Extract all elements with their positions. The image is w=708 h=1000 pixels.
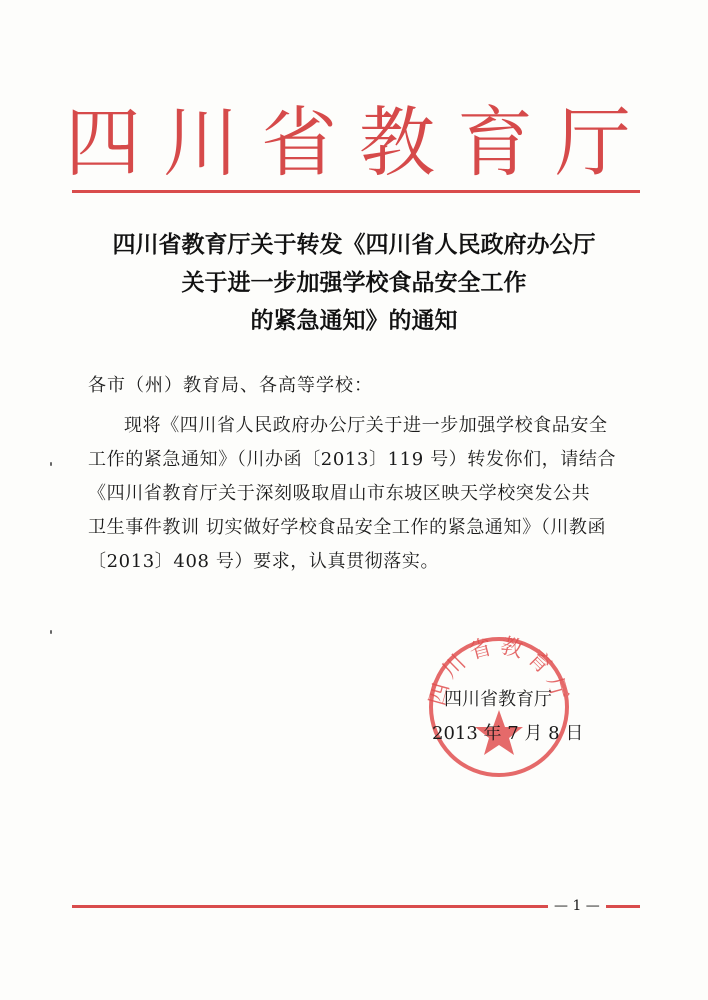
body-paragraph — [88, 409, 648, 579]
scan-speck — [50, 630, 52, 634]
document-title-line-2: 关于进一步加强学校食品安全工作 — [181, 269, 527, 296]
document-title-line-3: 的紧急通知》的通知 — [250, 307, 458, 334]
body-line-1: 现将《四川省人民政府办公厅关于进一步加强学校食品安全 — [124, 415, 608, 436]
document-title-line-1: 四川省教育厅关于转发《四川省人民政府办公厅 — [112, 231, 596, 258]
scan-speck — [50, 462, 52, 466]
body-line-5: 〔2013〕408 号）要求，认真贯彻落实。 — [88, 551, 440, 572]
page-number: — 1 — — [548, 897, 606, 915]
issuer-signature: 四川省教育厅 — [444, 689, 552, 710]
body-line-4: 卫生事件教训 切实做好学校食品安全工作的紧急通知》（川教函 — [88, 517, 607, 538]
body-line-3: 《四川省教育厅关于深刻吸取眉山市东坡区映天学校突发公共 — [88, 483, 591, 504]
letterhead-red-rule — [72, 190, 640, 193]
body-line-2: 工作的紧急通知》（川办函〔2013〕119 号）转发你们，请结合 — [88, 449, 617, 470]
issue-date: 2013 年 7 月 8 日 — [432, 723, 584, 744]
document-title — [0, 226, 708, 340]
letterhead-title: 四川省教育厅 — [65, 98, 653, 187]
seal-text: 四川省教育厅 — [424, 633, 574, 709]
salutation: 各市（州）教育局、各高等学校： — [88, 375, 373, 396]
